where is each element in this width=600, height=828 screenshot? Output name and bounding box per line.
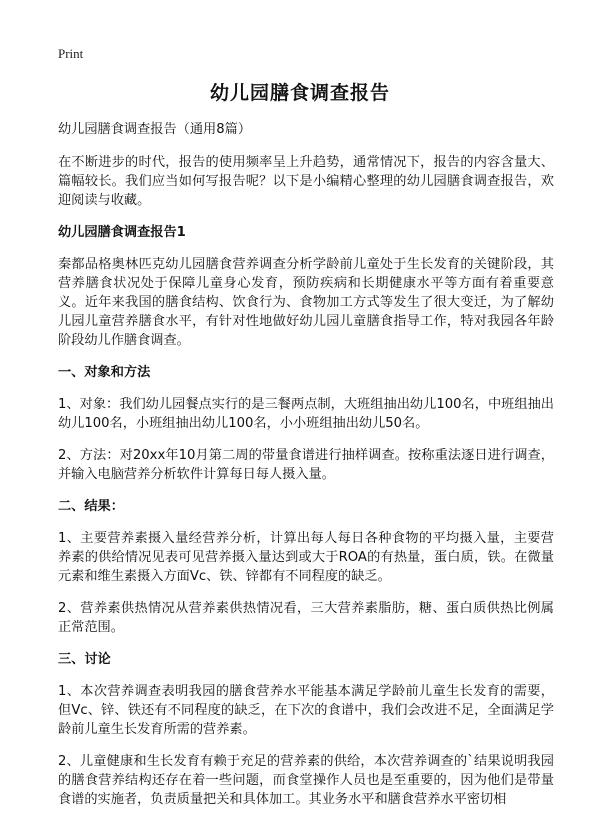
- document-subtitle: 幼儿园膳食调查报告（通用8篇）: [58, 122, 252, 137]
- section2-paragraph-1: 1、主要营养素摄入量经营养分析，计算出每人每日各种食物的平均摄入量，主要营养素的供给情况见表可见营养摄入量达到或大于ROA的有热量，蛋白质，铁。在微量元素和维生素摄入方面Vc、铁、锌都有不同程度的缺乏。: [58, 531, 554, 584]
- section3-heading: 三、讨论: [58, 652, 111, 667]
- report1-heading: 幼儿园膳食调查报告1: [58, 225, 186, 240]
- section2-heading: 二、结果：: [58, 499, 124, 514]
- print-link[interactable]: Print: [58, 46, 84, 61]
- section2-paragraph-2: 2、营养素供热情况从营养素供热情况看，三大营养素脂肪，糖、蛋白质供热比例属正常范围。: [58, 601, 554, 635]
- section1-paragraph-1: 1、对象：我们幼儿园餐点实行的是三餐两点制，大班组抽出幼儿100名，中班组抽出幼儿100名，小班组抽出幼儿100名，小小班组抽出幼儿50名。: [58, 397, 554, 431]
- section3-paragraph-2: 2、儿童健康和生长发育有赖于充足的营养素的供给，本次营养调查的`结果说明我园的膳食营养结构还存在着一些问题，而食堂操作人员也是至重要的，因为他们是带量食谱的实施者，负责质量把关和具体加工。其业务水平和膳食营养水平密切相: [58, 754, 554, 807]
- document-body: [58, 120, 554, 822]
- intro-paragraph: 在不断进步的时代，报告的使用频率呈上升趋势，通常情况下，报告的内容含量大、篇幅较长。我们应当如何写报告呢？以下是小编精心整理的幼儿园膳食调查报告，欢迎阅读与收藏。: [58, 155, 554, 208]
- report1-paragraph: 秦都品格奥林匹克幼儿园膳食营养调查分析学龄前儿童处于生长发育的关键阶段，其营养膳食状况处于保障儿童身心发育，预防疾病和长期健康水平等方面有着重要意义。近年来我国的膳食结构、饮食行为、食物加工方式等发生了很大变迁，为了解幼儿园儿童营养膳食水平，有针对性地做好幼儿园儿童膳食指导工作，特对我园各年龄阶段幼儿作膳食调查。: [58, 257, 554, 348]
- page-title: 幼儿园膳食调查报告: [209, 82, 390, 104]
- section3-paragraph-1: 1、本次营养调查表明我园的膳食营养水平能基本满足学龄前儿童生长发育的需要，但Vc、锌、铁还有不同程度的缺乏，在下次的食谱中，我们会改进不足，全面满足学龄前儿童生长发育所需的营养素。: [58, 684, 554, 737]
- section1-heading: 一、对象和方法: [58, 365, 151, 380]
- section1-paragraph-2: 2、方法：对20xx年10月第二周的带量食谱进行抽样调查。按称重法逐日进行调查，并输入电脑营养分析软件计算每日每人摄入量。: [58, 448, 554, 482]
